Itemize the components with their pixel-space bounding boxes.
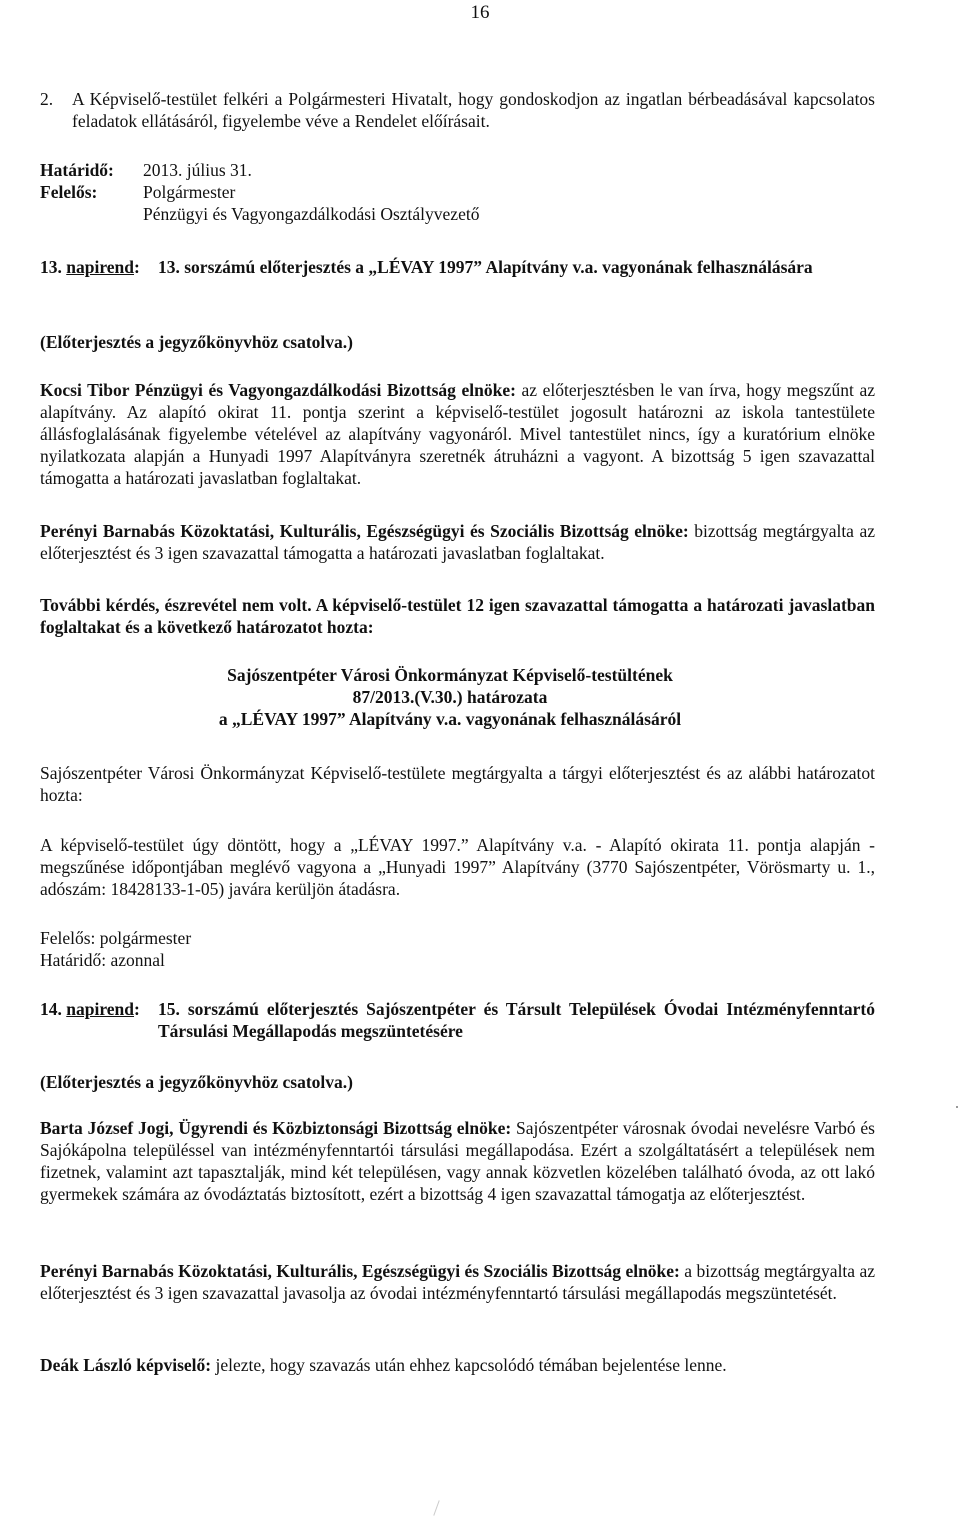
statement-text: az előterjesztésben le van írva, hogy megszűnt az alapítvány. Az alapító okirat 11. pontja szerint a képviselő-testület jogosult határozni az iskola tantestülete állásfoglalásának figyelembe vételével az alapítvány vagyonáról. Mivel tantestület nincs, így a kuratórium elnöke nyilatkozata alapján a Hunyadi 1997 Alapítványra szeretnék átruházni a vagyont. A bizottság 5 igen szavazattal támogatta a határozati javaslatban foglaltakat. [40, 380, 875, 488]
resolution-decision-text: A képviselő-testület úgy döntött, hogy a „LÉVAY 1997.” Alapítvány v.a. - Alapító okirata 11. pontja alapján - megszűnése időpontjában meglévő vagyona a „Hunyadi 1997” Alapítvány (3770 Sajószentpéter, Vörösmarty u. 1., adószám: 18428133-1-05) javára kerüljön átadásra. [40, 835, 875, 899]
agenda-title: 13. sorszámú előterjesztés a „LÉVAY 1997” Alapítvány v.a. vagyonának felhasználására [158, 257, 813, 277]
item-number: 2. [40, 89, 54, 109]
speaker-name: Kocsi Tibor Pénzügyi és Vagyongazdálkodási Bizottság elnöke: [40, 380, 516, 400]
deak-statement [40, 1354, 875, 1376]
resolution-line-3: a „LÉVAY 1997” Alapítvány v.a. vagyonának felhasználásáról [218, 709, 682, 729]
agenda-word: napirend [66, 999, 135, 1019]
agenda-colon: : [134, 999, 140, 1019]
attached-note-2 [40, 1071, 875, 1093]
speaker-name: Barta József Jogi, Ügyrendi és Közbiztonsági Bizottság elnöke: [40, 1118, 512, 1138]
statement-text: Sajószentpéter városnak óvodai nevelésre Varbó és Sajókápolna településsel van intézményfenntartói társulási megállapodása. Ezért a szolgáltatásért a települések nem fizetnek, valamint azt tapasztalják, mind két településen, vagy annak közvetlen közelében található óvoda, az ott lakó gyermekek számára az óvodáztatás biztosított, ezért a bizottság 4 igen szavazattal támogatja az előterjesztést. [40, 1118, 875, 1204]
vote-paragraph [40, 594, 875, 638]
attached-text: (Előterjesztés a jegyzőkönyvhöz csatolva.) [40, 332, 353, 352]
barta-statement [40, 1117, 875, 1205]
deadline-value: 2013. július 31. [143, 160, 252, 180]
attached-note-1 [40, 331, 875, 353]
vote-text: További kérdés, észrevétel nem volt. A képviselő-testület 12 igen szavazattal támogatta a határozati javaslatban foglaltakat és a következő határozatot hozta: [40, 595, 875, 637]
resolution-heading [100, 664, 800, 730]
kocsi-statement [40, 379, 875, 489]
page-number: 16 [470, 2, 490, 23]
agenda-number: 14. [40, 999, 62, 1019]
perenyi-statement-2 [40, 1260, 875, 1304]
resolution-deadline: Határidő: azonnal [40, 950, 165, 970]
agenda-14 [40, 998, 875, 1042]
item-text: A Képviselő-testület felkéri a Polgármesteri Hivatalt, hogy gondoskodjon az ingatlan bérbeadásával kapcsolatos feladatok ellátásáról, figyelembe véve a Rendelet előírásait. [72, 89, 875, 131]
agenda-label [40, 998, 158, 1042]
statement-text: a bizottság megtárgyalta az előterjesztést és 3 igen szavazattal javasolja az óvodai intézményfenntartó társulási megállapodás megszüntetését. [40, 1261, 875, 1303]
speaker-name: Deák László képviselő: [40, 1355, 212, 1375]
speaker-name: Perényi Barnabás Közoktatási, Kulturális, Egészségügyi és Szociális Bizottság elnöke: [40, 1261, 680, 1281]
resolution-line-1: Sajószentpéter Városi Önkormányzat Képviselő-testültének [227, 665, 673, 685]
item-2 [40, 88, 875, 132]
agenda-word: napirend [66, 257, 135, 277]
agenda-13 [40, 256, 875, 278]
scan-speck [433, 1500, 439, 1515]
statement-text: jelezte, hogy szavazás után ehhez kapcsolódó témában bejelentése lenne. [211, 1355, 727, 1375]
agenda-number: 13. [40, 257, 62, 277]
responsible-value-2: Pénzügyi és Vagyongazdálkodási Osztályvezető [143, 204, 480, 224]
resolution-meta [40, 927, 875, 971]
resolution-responsible: Felelős: polgármester [40, 928, 192, 948]
scan-speck [956, 1106, 958, 1108]
deadline-block [40, 159, 875, 225]
resolution-decision [40, 834, 875, 900]
resolution-intro-text: Sajószentpéter Városi Önkormányzat Képviselő-testülete megtárgyalta a tárgyi előterjesztést és az alábbi határozatot hozta: [40, 763, 875, 805]
responsible-value-1: Polgármester [143, 182, 236, 202]
deadline-label: Határidő: [40, 160, 114, 180]
agenda-label [40, 256, 158, 278]
agenda-colon: : [134, 257, 140, 277]
statement-text: bizottság megtárgyalta az előterjesztést és 3 igen szavazattal támogatta a határozati javaslatban foglaltakat. [40, 521, 875, 563]
resolution-intro [40, 762, 875, 806]
responsible-label: Felelős: [40, 182, 98, 202]
resolution-line-2: 87/2013.(V.30.) határozata [352, 687, 548, 707]
attached-text: (Előterjesztés a jegyzőkönyvhöz csatolva.) [40, 1072, 353, 1092]
perenyi-statement-1 [40, 520, 875, 564]
speaker-name: Perényi Barnabás Közoktatási, Kulturális, Egészségügyi és Szociális Bizottság elnöke: [40, 521, 689, 541]
agenda-title: 15. sorszámú előterjesztés Sajószentpéter és Társult Települések Óvodai Intézményfenntartó Társulási Megállapodás megszüntetésére [158, 999, 875, 1041]
